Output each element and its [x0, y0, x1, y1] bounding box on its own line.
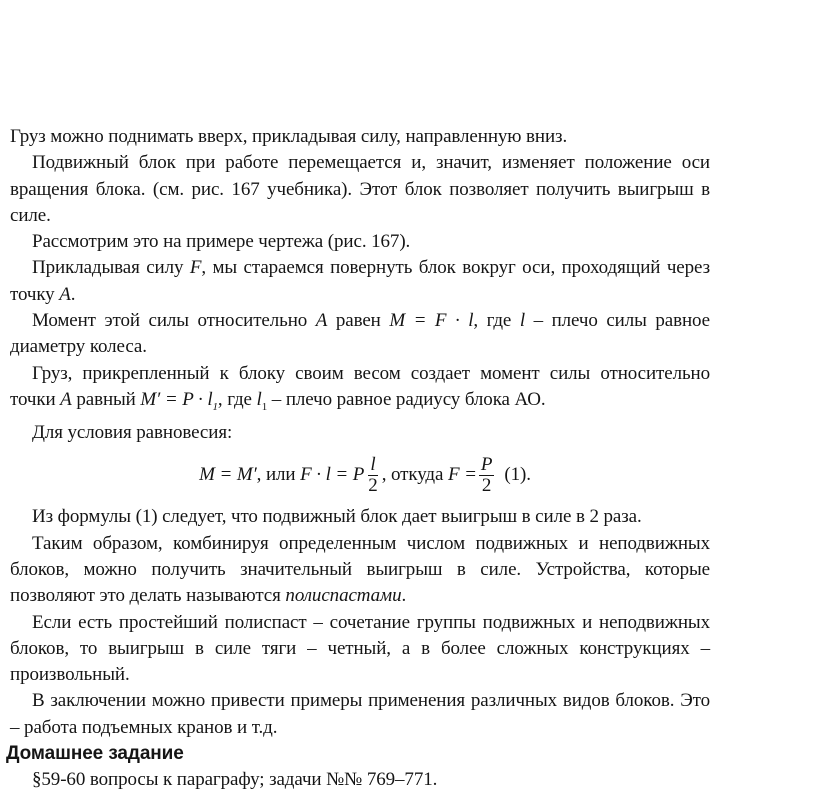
paragraph-conclusion-formula: Из формулы (1) следует, что подвижный блок дает выигрыш в силе в 2 раза.	[32, 506, 642, 528]
moment-formula: M = F · l	[389, 310, 474, 332]
fraction-denominator: 2	[481, 474, 492, 496]
term-polyspast: полиспастами	[285, 585, 402, 607]
paragraph-applying-force	[10, 255, 710, 308]
text-segment: .	[70, 283, 76, 305]
text-segment: , где	[473, 310, 520, 332]
document-body	[6, 124, 710, 794]
variable-f: F	[189, 257, 202, 279]
text-segment: Момент этой силы относительно	[32, 310, 316, 332]
paragraph-polyspast	[10, 531, 710, 610]
text-segment: , где	[217, 388, 257, 410]
variable-a: A	[315, 310, 328, 332]
text-segment: Прикладывая силу	[32, 257, 190, 279]
variable-a: A	[60, 388, 72, 410]
homework-text: §59-60 вопросы к параграфу; задачи №№ 769–771.	[32, 769, 438, 791]
variable-a: A	[59, 283, 71, 305]
homework-heading: Домашнее задание	[6, 743, 184, 765]
paragraph-simple-polyspast: Если есть простейший полиспаст – сочетание группы подвижных и неподвижных блоков, то выигрыш в силе тяги – четный, а в более сложных конструкциях – произвольный.	[10, 611, 710, 686]
formula-separator: , откуда	[381, 464, 448, 486]
load-moment-formula: M′ = P · l	[140, 388, 213, 410]
fraction-l-over-2	[366, 455, 379, 496]
equilibrium-formula	[10, 446, 710, 504]
text-segment: – плечо силы равное диаметру колеса.	[10, 310, 710, 358]
paragraph-load-lifting: Груз можно поднимать вверх, прикладывая силу, направленную вниз.	[10, 126, 568, 147]
fraction-numerator: l	[370, 453, 376, 475]
fraction-p-over-2	[479, 455, 495, 496]
variable-l: l	[256, 388, 262, 410]
formula-separator: , или	[256, 464, 301, 486]
formula-force-result: F =	[447, 464, 477, 486]
variable-l: l	[519, 310, 526, 332]
text-segment: Таким образом, комбинируя определенным числом подвижных и неподвижных блоков, можно получить значительный выигрыш в силе. Устройства, которые позволяют это делать называются	[10, 532, 710, 607]
paragraph-equilibrium: Для условия равновесия:	[32, 422, 233, 444]
paragraph-movable-block: Подвижный блок при работе перемещается и, значит, изменяет положение оси вращения блока. (см. рис. 167 учебника). Этот блок позволяет получить выигрыш в силе.	[10, 152, 710, 226]
subscript-index: 1	[261, 400, 268, 413]
formula-moment-equality: M = M′	[199, 464, 257, 486]
formula-force-product: F · l = P	[300, 464, 365, 486]
text-segment: , мы стараемся повернуть блок вокруг оси, проходящий через точку	[10, 257, 710, 305]
text-segment: равен	[327, 310, 390, 332]
text-segment: равный	[71, 388, 141, 410]
paragraph-moment-of-force	[10, 308, 710, 361]
formula-label: (1).	[504, 464, 531, 486]
text-segment: .	[401, 585, 407, 607]
fraction-denominator: 2	[368, 474, 378, 496]
text-segment: Груз, прикрепленный к блоку своим весом создает момент силы относительно точки	[10, 362, 710, 410]
paragraph-examples: В заключении можно привести примеры применения различных видов блоков. Это – работа подъемных кранов и т.д.	[10, 690, 710, 738]
paragraph-example-drawing: Рассмотрим это на примере чертежа (рис. 167).	[32, 231, 411, 253]
fraction-numerator: P	[480, 453, 493, 475]
text-segment: – плечо равное радиусу блока АО.	[267, 388, 546, 410]
subscript-index: 1	[212, 400, 218, 413]
paragraph-load-moment	[10, 361, 710, 420]
